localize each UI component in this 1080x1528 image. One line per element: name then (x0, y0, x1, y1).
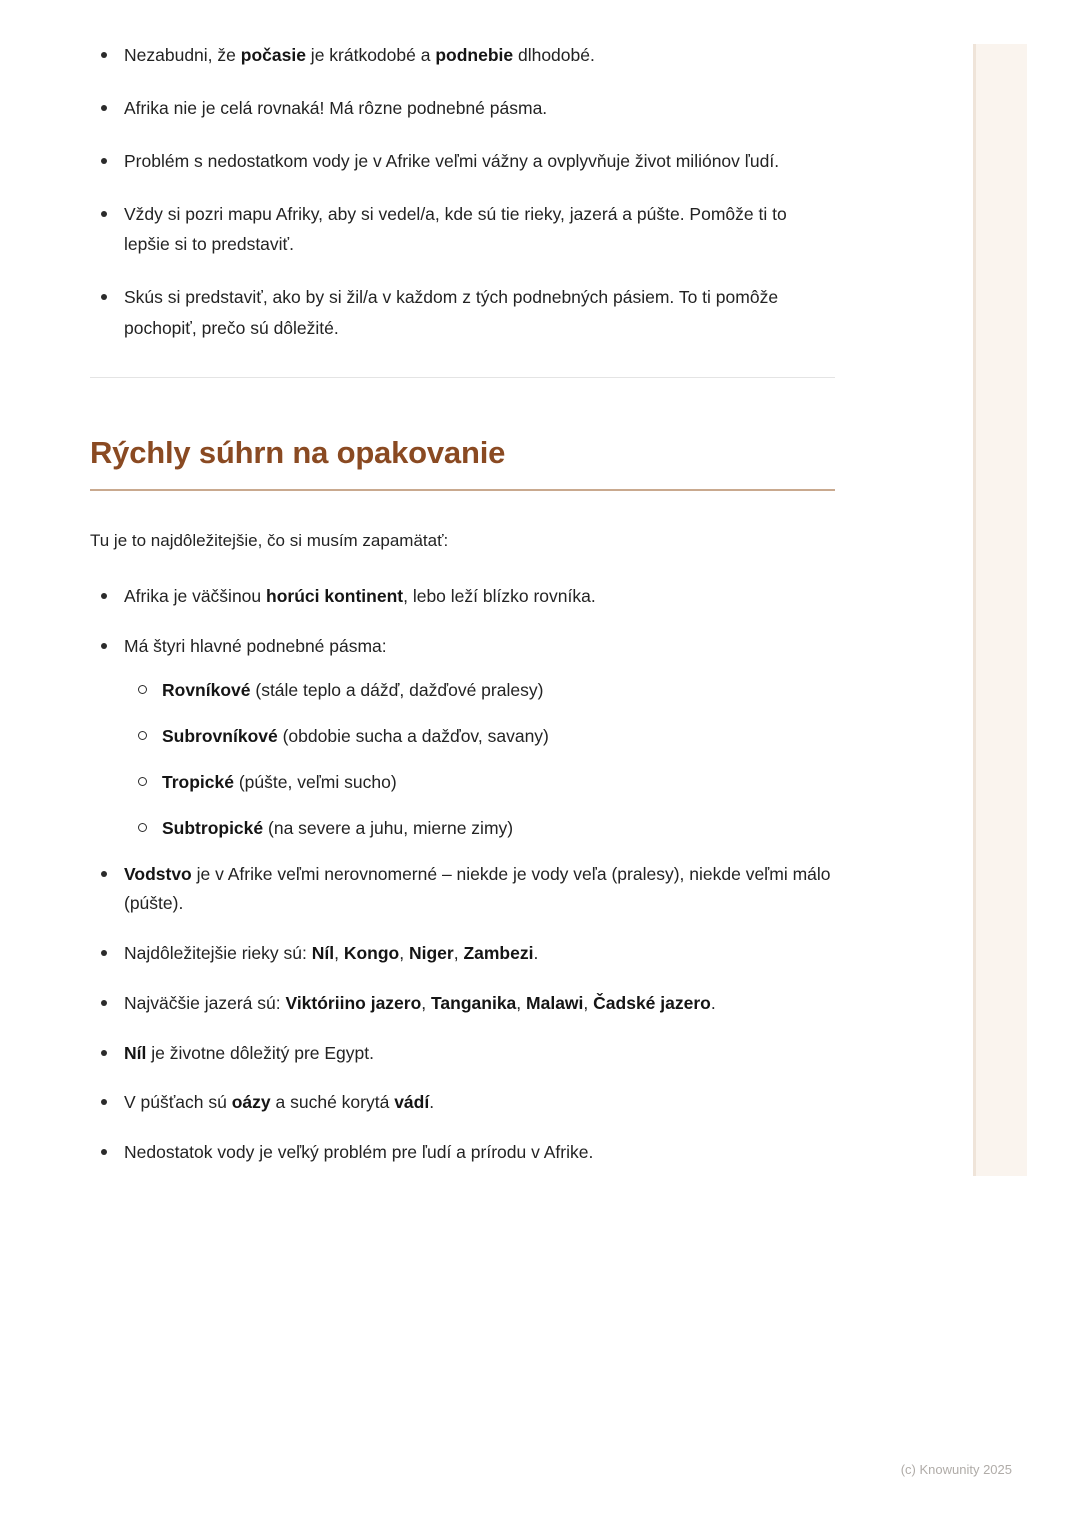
decorative-side-strip-edge (973, 44, 976, 1176)
list-item (90, 146, 835, 176)
summary-text: Má štyri hlavné podnebné pásma: (124, 635, 387, 656)
summary-text: Afrika je väčšinou horúci kontinent, lebo leží blízko rovníka. (124, 586, 596, 607)
climate-zone-text: Tropické (púšte, veľmi sucho) (162, 771, 397, 792)
list-item (90, 1039, 835, 1069)
note-text: Problém s nedostatkom vody je v Afrike veľmi vážny a ovplyvňuje život miliónov ľudí. (124, 151, 780, 172)
summary-text: Vodstvo je v Afrike veľmi nerovnomerné – niekde je vody veľa (pralesy), niekde veľmi málo (púšte). (124, 863, 831, 914)
list-item (90, 1088, 835, 1118)
list-item-climate (90, 632, 835, 842)
document-content (90, 40, 835, 1188)
climate-zones-list (124, 676, 835, 842)
summary-text: V púšťach sú oázy a suché korytá vádí. (124, 1092, 435, 1113)
summary-text: Najdôležitejšie rieky sú: Níl, Kongo, Niger, Zambezi. (124, 943, 539, 964)
climate-zone-text: Rovníkové (stále teplo a dážď, dažďové pralesy) (162, 679, 544, 700)
title-underline (90, 489, 835, 491)
climate-zone-text: Subrovníkové (obdobie sucha a dažďov, savany) (162, 725, 549, 746)
list-item (124, 814, 835, 842)
summary-text: Najväčšie jazerá sú: Viktóriino jazero, Tanganika, Malawi, Čadské jazero. (124, 992, 716, 1013)
list-item (90, 199, 835, 259)
list-item (90, 989, 835, 1019)
climate-zone-text: Subtropické (na severe a juhu, mierne zimy) (162, 817, 514, 838)
list-item (124, 676, 835, 704)
note-text: Skús si predstaviť, ako by si žil/a v každom z tých podnebných pásiem. To ti pomôže pochopiť, prečo sú dôležité. (124, 287, 779, 338)
list-item (124, 768, 835, 796)
list-item (124, 722, 835, 750)
section-intro: Tu je to najdôležitejšie, čo si musím zapamätať: (90, 530, 449, 550)
summary-text: Nedostatok vody je veľký problém pre ľudí a prírodu v Afrike. (124, 1142, 594, 1163)
list-item (90, 282, 835, 342)
footer-copyright: (c) Knowunity 2025 (900, 1462, 1012, 1477)
note-text: Afrika nie je celá rovnaká! Má rôzne podnebné pásma. (124, 98, 548, 119)
section-divider (90, 377, 835, 378)
page-title: Rýchly súhrn na opakovanie (90, 434, 506, 470)
note-text: Vždy si pozri mapu Afriky, aby si vedel/a, kde sú tie rieky, jazerá a púšte. Pomôže ti to lepšie si to predstaviť. (124, 204, 787, 255)
note-text: Nezabudni, že počasie je krátkodobé a podnebie dlhodobé. (124, 45, 595, 65)
list-item (90, 939, 835, 969)
decorative-side-strip (973, 44, 1027, 1176)
list-item (90, 40, 835, 70)
list-item (90, 860, 835, 920)
list-item (90, 93, 835, 123)
summary-text: Níl je životne dôležitý pre Egypt. (124, 1042, 374, 1063)
list-item (90, 1138, 835, 1168)
summary-list (90, 582, 835, 1168)
list-item (90, 582, 835, 612)
top-notes-list (90, 40, 835, 343)
